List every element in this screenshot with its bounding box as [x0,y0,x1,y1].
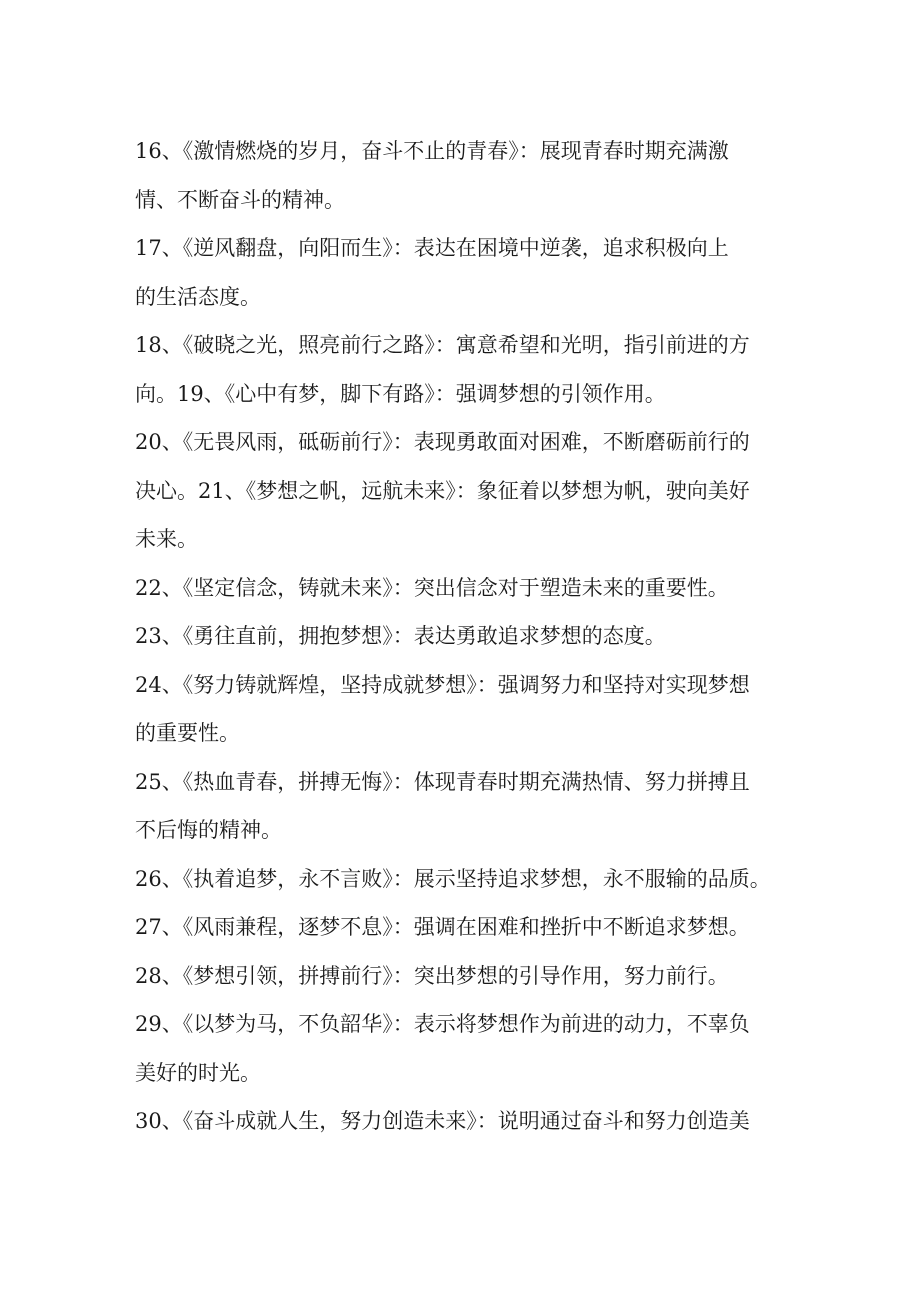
text-line: 17、《逆风翻盘，向阳而生》：表达在困境中逆袭，追求积极向上 [135,236,729,260]
text-line: 26、《执着追梦，永不言败》：展示坚持追求梦想，永不服输的品质。 [135,866,771,891]
text-line: 不后悔的精神。 [135,818,282,842]
text-line: 的生活态度。 [135,284,261,309]
text-line: 18、《破晓之光，照亮前行之路》：寓意希望和光明，指引前进的方 [135,333,750,357]
text-line: 未来。 [135,527,198,551]
text-line: 的重要性。 [135,721,240,745]
text-line: 20、《无畏风雨，砥砺前行》：表现勇敢面对困难，不断磨砺前行的 [135,430,750,454]
text-line: 向。19、《心中有梦，脚下有路》：强调梦想的引领作用。 [135,381,666,406]
text-line: 23、《勇往直前，拥抱梦想》：表达勇敢追求梦想的态度。 [135,624,666,648]
document-body [135,127,790,1146]
text-line: 情、不断奋斗的精神。 [135,187,345,212]
text-line: 22、《坚定信念，铸就未来》：突出信念对于塑造未来的重要性。 [135,575,729,600]
text-line: 16、《激情燃烧的岁月，奋斗不止的青春》：展现青春时期充满激 [135,139,729,163]
text-line: 24、《努力铸就辉煌，坚持成就梦想》：强调努力和坚持对实现梦想 [135,672,750,697]
text-line: 29、《以梦为马，不负韶华》：表示将梦想作为前进的动力，不辜负 [135,1012,750,1036]
text-line: 决心。21、《梦想之帆，远航未来》：象征着以梦想为帆，驶向美好 [135,478,750,503]
text-line: 25、《热血青春，拼搏无悔》：体现青春时期充满热情、努力拼搏且 [135,769,750,794]
text-line: 28、《梦想引领，拼搏前行》：突出梦想的引导作用，努力前行。 [135,963,729,988]
text-line: 27、《风雨兼程，逐梦不息》：强调在困难和挫折中不断追求梦想。 [135,915,750,939]
text-line: 30、《奋斗成就人生，努力创造未来》：说明通过奋斗和努力创造美 [135,1109,750,1133]
text-line: 美好的时光。 [135,1060,261,1085]
